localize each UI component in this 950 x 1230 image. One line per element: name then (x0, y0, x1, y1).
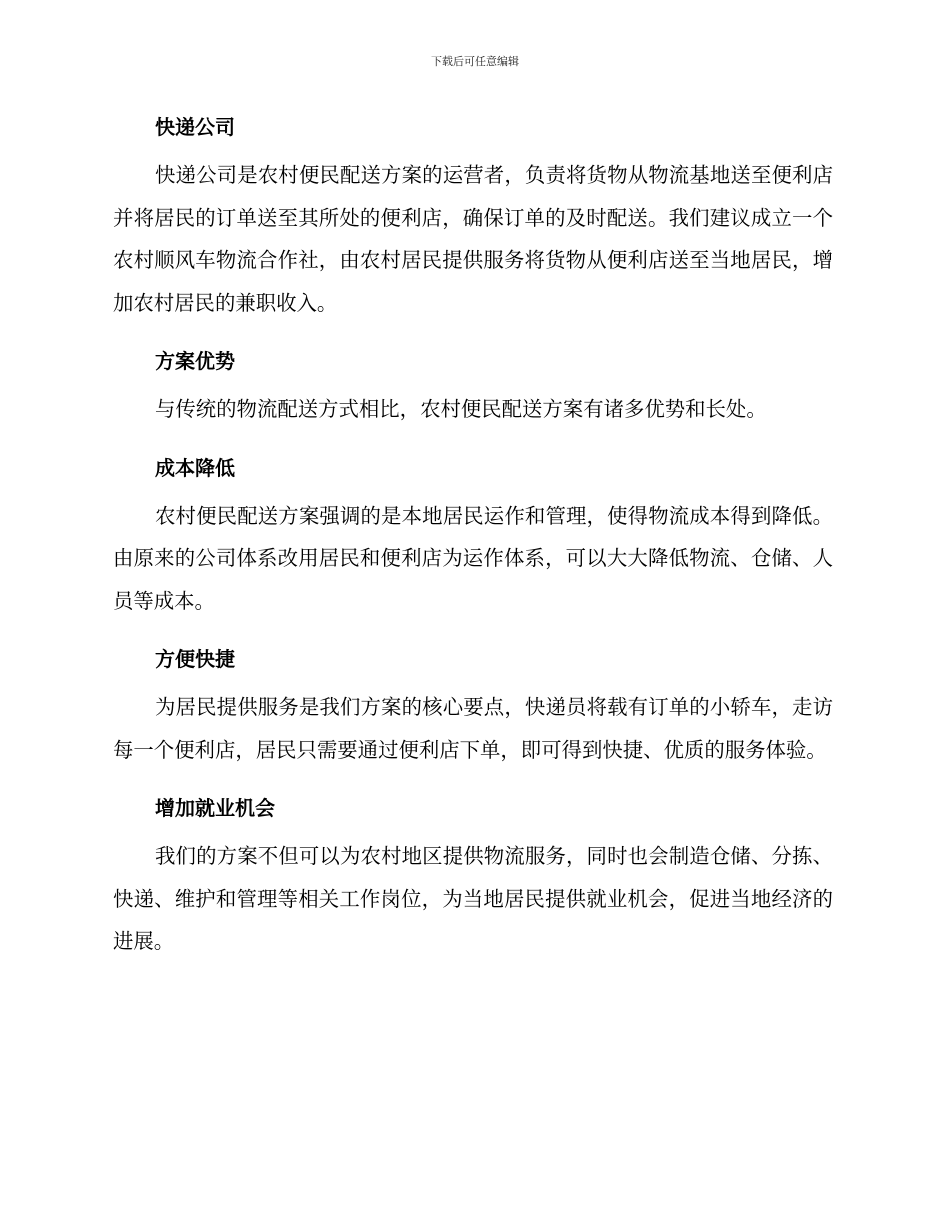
page-header: 下载后可任意编辑 (431, 55, 519, 68)
section-cost-reduction (113, 449, 833, 623)
section-paragraph: 与传统的物流配送方式相比，农村便民配送方案有诸多优势和长处。 (155, 397, 767, 421)
section-heading: 方便快捷 (155, 647, 235, 671)
section-paragraph: 为居民提供服务是我们方案的核心要点，快递员将载有订单的小轿车，走访每一个便利店，居民只需要通过便利店下单，即可得到快捷、优质的服务体验。 (113, 695, 833, 762)
section-heading: 增加就业机会 (155, 796, 275, 820)
section-paragraph: 农村便民配送方案强调的是本地居民运作和管理，使得物流成本得到降低。由原来的公司体系改用居民和便利店为运作体系，可以大大降低物流、仓储、人员等成本。 (113, 503, 833, 613)
section-paragraph: 快递公司是农村便民配送方案的运营者，负责将货物从物流基地送至便利店并将居民的订单送至其所处的便利店，确保订单的及时配送。我们建议成立一个农村顺风车物流合作社，由农村居民提供服务将货物从便利店送至当地居民，增加农村居民的兼职收入。 (113, 163, 833, 315)
section-heading: 成本降低 (155, 455, 235, 480)
section-paragraph: 我们的方案不但可以为农村地区提供物流服务，同时也会制造仓储、分拣、快递、维护和管理等相关工作岗位，为当地居民提供就业机会，促进当地经济的进展。 (113, 844, 833, 953)
section-heading: 方案优势 (155, 349, 235, 373)
section-heading: 快递公司 (155, 115, 235, 139)
section-convenience (113, 640, 833, 771)
section-express-company (113, 108, 833, 324)
document-body (113, 108, 833, 981)
section-employment (113, 789, 833, 963)
section-plan-advantages (113, 342, 833, 431)
